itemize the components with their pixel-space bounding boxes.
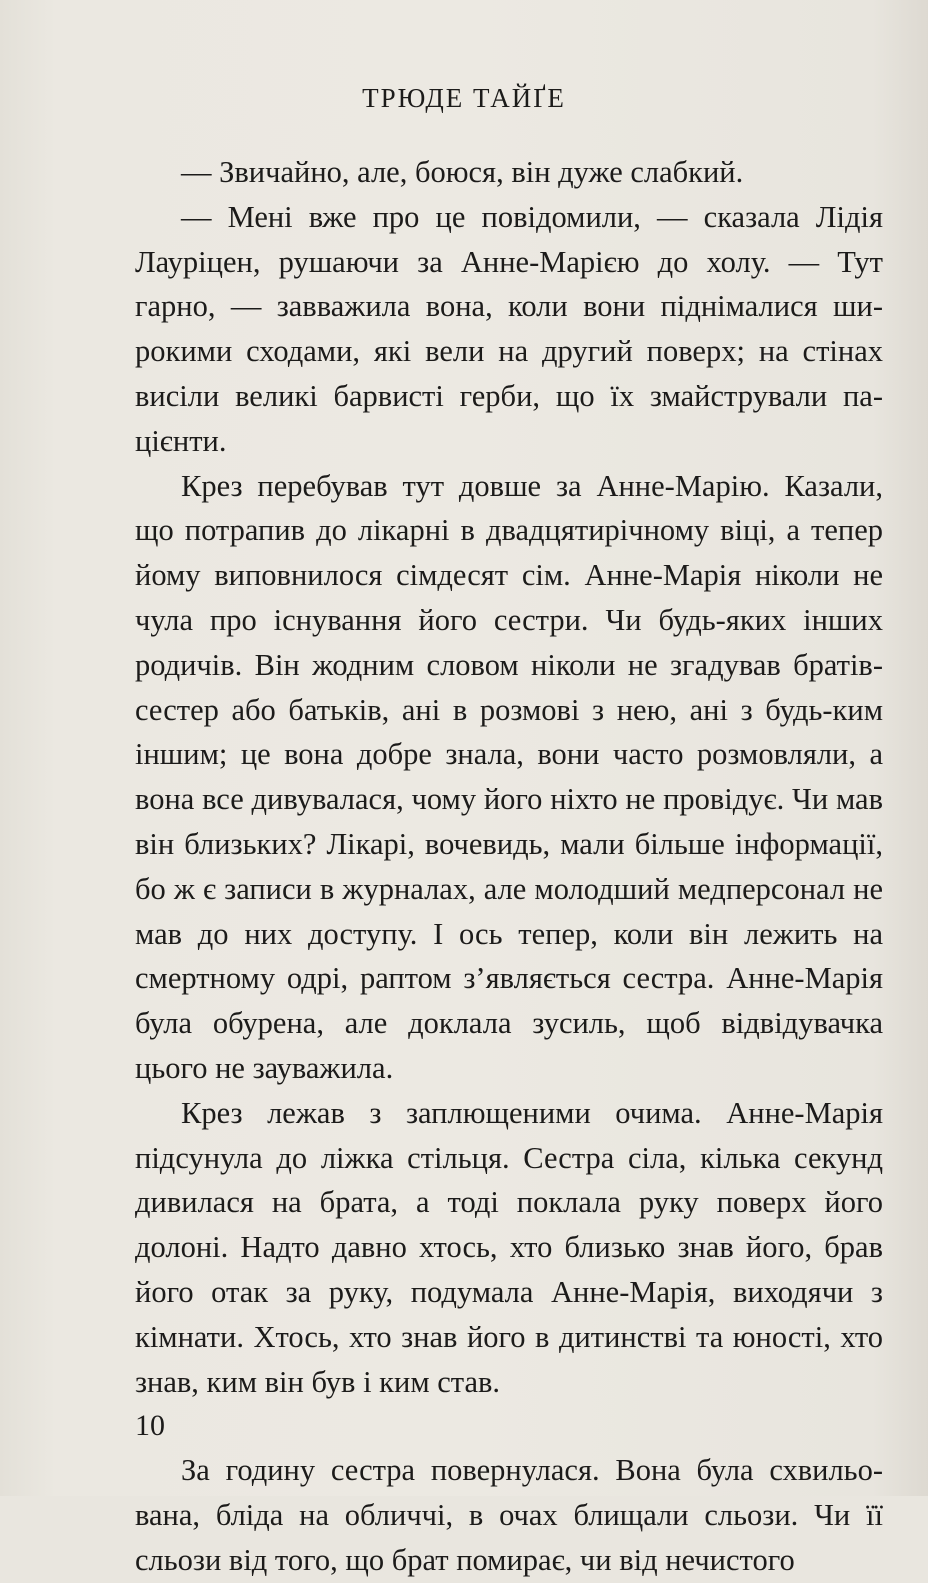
paragraph: — Звичайно, але, боюся, він дуже слабкий. xyxy=(181,155,744,189)
paragraph: — Мені вже про це повідомили, — сказала Лідія Лауріцен, рушаючи за Анне-Марією до холу. — Тут гарно, — завважила вона, коли вони піднімалися широкими сходами, які вели на другий поверх; на стінах висіли великі барвисті герби, що їх змайстрували пацієнти. xyxy=(135,199,883,458)
page-number: 10 xyxy=(135,1409,165,1442)
body-text xyxy=(135,150,883,1583)
paragraph: Крез перебував тут довше за Анне-Марію. Казали, що потрапив до лікарні в двадцятирічному віці, а тепер йому виповнилося сімдесят сім. Анне-Марія ніколи не чула про існування його сестри. Чи будь-яких інших родичів. Він жодним словом ніколи не згадував братів-сестер або батьків, ані в розмові з нею, ані з будь-ким іншим; це вона добре знала, вони часто розмовляли, а вона все дивувалася, чому його ніхто не провідує. Чи мав він близьких? Лікарі, вочевидь, мали більше інформації, бо ж є записи в журналах, але молодший медперсонал не мав до них доступу. І ось тепер, коли він лежить на смертному одрі, раптом з’являється сестра. Анне-Марія була обурена, але доклала зусиль, щоб відвідувачка цього не зауважила. xyxy=(135,468,883,1085)
running-head: ТРЮДЕ ТАЙҐЕ xyxy=(362,83,566,113)
paragraph: Крез лежав з заплющеними очима. Анне-Марія підсунула до ліжка стільця. Сестра сіла, кілька секунд дивилася на брата, а тоді поклала руку поверх його долоні. Надто давно хтось, хто близько знав його, брав його отак за руку, подумала Анне-Марія, виходячи з кімнати. Хтось, хто знав його в дитинстві та юності, хто знав, ким він був і ким став. xyxy=(135,1095,883,1399)
paragraph: За годину сестра повернулася. Вона була схвильована, бліда на обличчі, в очах блищали сльози. Чи її сльози від того, що брат помирає, чи від нечистого xyxy=(135,1453,883,1577)
